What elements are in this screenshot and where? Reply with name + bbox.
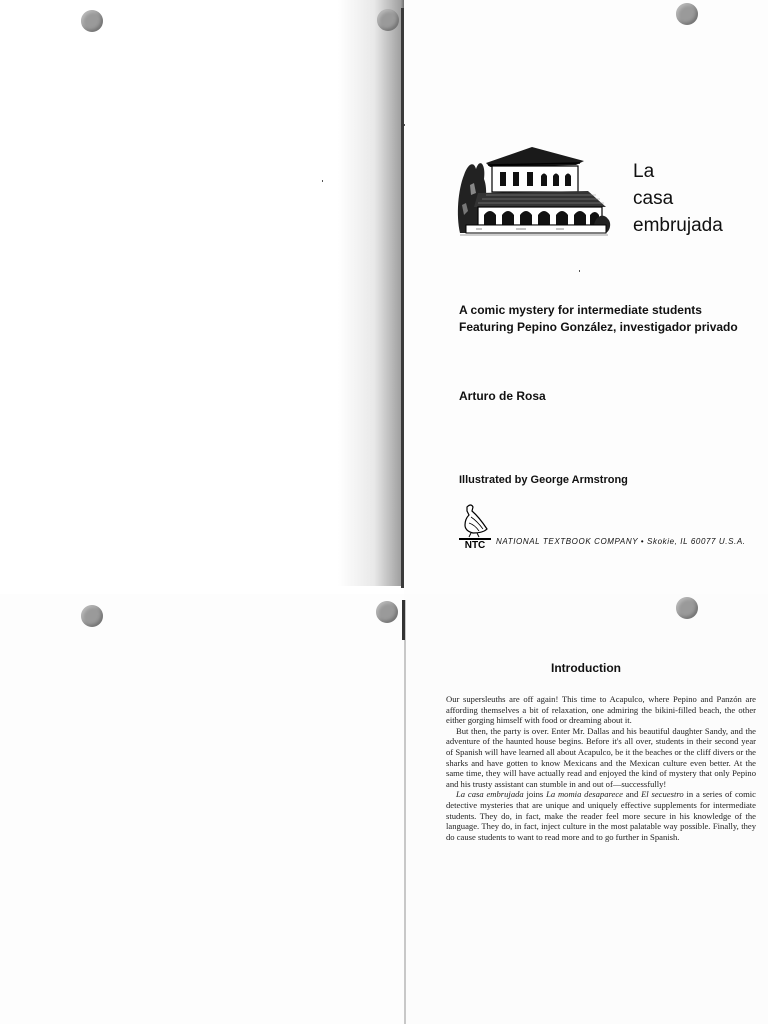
page-gutter-shadow [338, 0, 404, 586]
subtitle-line-1: A comic mystery for intermediate students [459, 303, 702, 317]
page-gutter-edge [401, 8, 404, 588]
subtitle-line-2: Featuring Pepino González, investigador privado [459, 320, 738, 334]
intro-paragraph-3 [446, 789, 756, 842]
intro-text-fragment: and [623, 789, 642, 800]
haunted-house-illustration-icon [456, 145, 612, 237]
punch-hole-icon [81, 10, 103, 32]
book-subtitle [459, 302, 738, 336]
book-title [633, 158, 723, 239]
title-line: casa [633, 188, 674, 209]
intro-body [446, 694, 756, 842]
scan-speck [404, 124, 405, 126]
blank-page-bottom-left [0, 594, 404, 1024]
author-name: Arturo de Rosa [459, 389, 546, 403]
scan-speck [579, 270, 580, 272]
book-title-ref: El secuestro [641, 789, 684, 800]
intro-text-fragment: in a series of comic detective mysteries that are unique and uniquely effective supplements for intermediate students. They do, in fact, make the reader feel more secure in his knowledge of the language. They do, in fact, inject culture in the most palatable way possible. Finally, they do cause students to want to read more and to go further in Spanish. [446, 789, 756, 842]
title-line: embrujada [633, 215, 723, 236]
punch-hole-icon [377, 9, 399, 31]
scan-speck [322, 180, 323, 182]
book-title-ref: La casa embrujada [456, 789, 524, 800]
logo-text: NTC [464, 540, 486, 549]
illustrator-credit: Illustrated by George Armstrong [459, 474, 628, 486]
publisher-line: NATIONAL TEXTBOOK COMPANY • Skokie, IL 60077 U.S.A. [496, 537, 746, 546]
punch-hole-icon [676, 597, 698, 619]
intro-paragraph-1: Our supersleuths are off again! This time to Acapulco, where Pepino and Panzón are affording themselves a bit of relaxation, one admiring the bikini-filled beach, the other either gorging himself with food or dreaming about it. [446, 694, 756, 726]
intro-heading: Introduction [551, 661, 621, 675]
book-title-ref: La momia desaparece [546, 789, 624, 800]
page-fold-edge [402, 600, 405, 640]
ntc-bird-logo-icon [457, 503, 493, 549]
intro-paragraph-2: But then, the party is over. Enter Mr. Dallas and his beautiful daughter Sandy, and the adventure of the haunted house begins. Before it's all over, students in their second year of Spanish will have learned all about Acapulco, be it the beaches or the cliff divers or the sharks and have gotten to know Mexicans and the Mexican culture even better. At the same time, they will have actually read and enjoyed the kind of mystery that only Pepino and his trusty assistant can stumble in and out of—successfully! [446, 725, 756, 789]
punch-hole-icon [81, 605, 103, 627]
title-line: La [633, 161, 655, 182]
intro-text-fragment: joins [523, 789, 547, 800]
punch-hole-icon [676, 3, 698, 25]
punch-hole-icon [376, 601, 398, 623]
